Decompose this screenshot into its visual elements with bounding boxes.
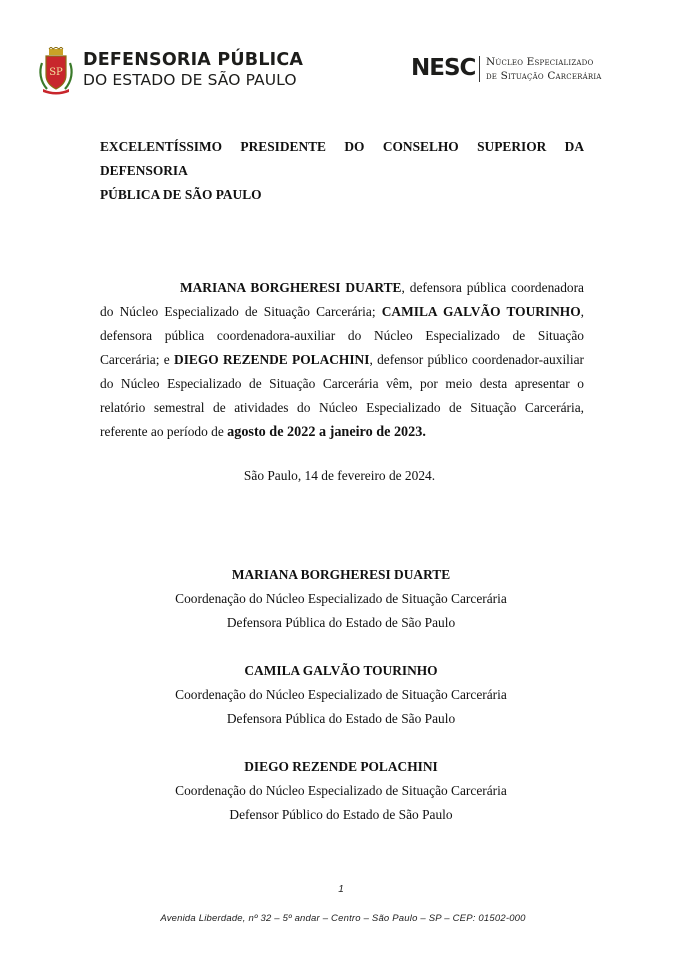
org-name-line1: DEFENSORIA PÚBLICA [83,50,304,70]
nesc-line2: de Situação Carcerária [486,70,602,82]
paragraph-line: relatório semestral de atividades do Núcleo Especializado de Situação Carcerária, [100,400,584,415]
signatory-title: Defensora Pública do Estado de São Paulo [226,615,456,630]
author-name: DIEGO REZENDE POLACHINI [174,352,370,367]
nesc-line1: Núcleo Especializado [486,56,594,68]
nesc-logo [411,55,631,85]
paragraph-line: defensora pública coordenadora-auxiliar do Núcleo Especializado de Situação [100,328,584,343]
signatory-title: Defensor Público do Estado de São Paulo [229,807,453,822]
page-number: 1 [338,884,344,895]
signatory-name: DIEGO REZENDE POLACHINI [244,759,438,774]
org-name-line2: DO ESTADO DE SÃO PAULO [83,71,297,89]
signatory-name: CAMILA GALVÃO TOURINHO [244,663,438,678]
nesc-full-name [486,55,602,83]
main-paragraph [100,276,584,444]
date-line: São Paulo, 14 de fevereiro de 2024. [243,468,436,483]
signatory-role: Coordenação do Núcleo Especializado de Situação Carcerária [175,783,507,798]
nesc-divider [479,56,480,82]
nesc-mark: NESC [411,55,476,81]
signatory-name: MARIANA BORGHERESI DUARTE [231,567,451,582]
signatory-role: Coordenação do Núcleo Especializado de Situação Carcerária [175,687,507,702]
paragraph-line: MARIANA BORGHERESI DUARTE, defensora pública coordenadora [180,280,584,295]
org-name [83,50,303,90]
signature-block [0,755,679,827]
addressee-line2: PÚBLICA DE SÃO PAULO [100,187,262,202]
defensoria-logo [38,47,304,95]
paragraph-line: do Núcleo Especializado de Situação Carcerária vêm, por meio desta apresentar o [100,376,584,391]
footer-address: Avenida Liberdade, nº 32 – 5º andar – Centro – São Paulo – SP – CEP: 01502-000 [160,913,526,924]
signature-block [0,563,679,635]
addressee [100,135,584,207]
signatory-role: Coordenação do Núcleo Especializado de Situação Carcerária [175,591,507,606]
report-period: agosto de 2022 a janeiro de 2023 [227,424,423,440]
signatory-title: Defensora Pública do Estado de São Paulo [226,711,456,726]
signature-block [0,659,679,731]
author-name: MARIANA BORGHERESI DUARTE [180,280,402,295]
paragraph-line: do Núcleo Especializado de Situação Carcerária; CAMILA GALVÃO TOURINHO, [100,304,584,319]
sao-paulo-coat-of-arms-icon [38,47,74,95]
author-name: CAMILA GALVÃO TOURINHO [381,304,581,319]
svg-text:SP: SP [49,67,63,78]
paragraph-line: referente ao período de agosto de 2022 a janeiro de 2023. [100,424,426,440]
paragraph-line: Carcerária; e DIEGO REZENDE POLACHINI, defensor público coordenador-auxiliar [100,352,585,367]
addressee-line1: EXCELENTÍSSIMO PRESIDENTE DO CONSELHO SUPERIOR DA DEFENSORIA [100,139,584,178]
